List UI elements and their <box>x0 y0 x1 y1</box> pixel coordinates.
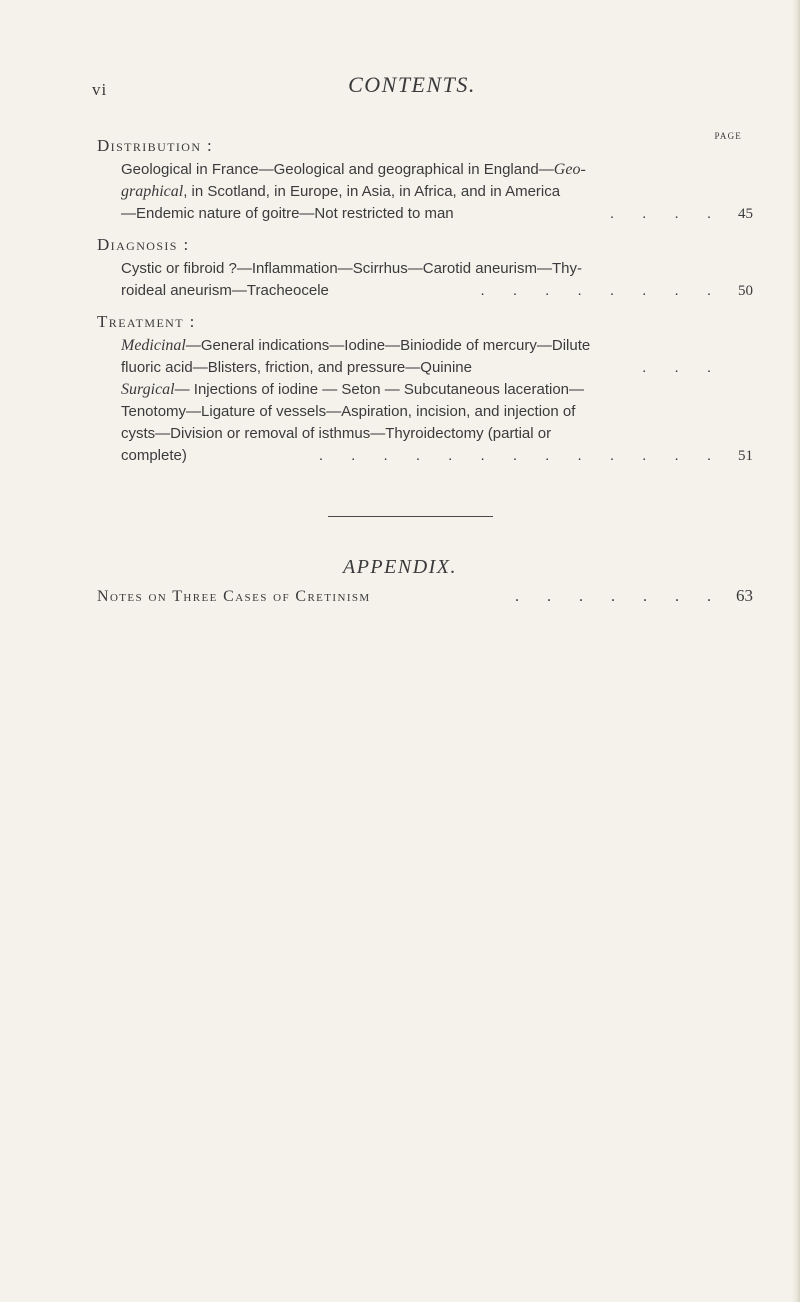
running-title: CONTENTS. <box>348 72 476 97</box>
section-entry <box>97 335 753 467</box>
dot-leaders: . . . <box>642 359 723 376</box>
page-reference: 50 <box>738 283 753 299</box>
dot-leaders: . . . . . . . . <box>480 282 723 299</box>
line-text: — Injections of iodine — Seton — Subcutaneous laceration— <box>174 381 585 398</box>
section-divider <box>328 516 493 517</box>
entry-line: Cystic or fibroid ?—Inflammation—Scirrhus—Carotid aneurism—Thy- <box>121 260 582 277</box>
line-text: —Endemic nature of goitre—Not restricted to man <box>121 205 454 222</box>
line-text: complete) <box>121 447 187 464</box>
page-number: vi <box>92 80 108 99</box>
section-heading: Distribution : <box>97 136 214 155</box>
entry-line: Tenotomy—Ligature of vessels—Aspiration, incision, and injection of <box>121 403 576 420</box>
page-column-label: PAGE <box>714 131 742 141</box>
appendix-entry <box>97 586 753 606</box>
line-italic-text: Geo- <box>553 161 586 178</box>
appendix-entry-text: Notes on Three Cases of Cretinism <box>97 588 371 605</box>
entry-line: cysts—Division or removal of isthmus—Thyroidectomy (partial or <box>121 425 552 442</box>
line-italic-text: Medicinal <box>121 337 186 354</box>
section-diagnosis <box>97 232 753 302</box>
line-text: roideal aneurism—Tracheocele <box>121 282 329 299</box>
section-entry <box>97 258 753 302</box>
line-italic-text: Surgical <box>121 381 175 398</box>
line-italic-text: graphical <box>121 183 184 200</box>
line-text: fluoric acid—Blisters, friction, and pressure—Quinine <box>121 359 472 376</box>
entry-line <box>121 280 753 302</box>
entry-line <box>121 181 753 203</box>
entry-line <box>121 159 753 181</box>
page-edge-shadow <box>792 0 800 1302</box>
dot-leaders: . . . . . . . . . . . . . <box>318 447 723 464</box>
dot-leaders: . . . . . . . <box>515 588 723 605</box>
section-heading: Diagnosis : <box>97 235 190 254</box>
line-text: , in Scotland, in Europe, in Asia, in Africa, and in America <box>183 183 561 200</box>
appendix-title: APPENDIX. <box>342 556 458 578</box>
section-treatment <box>97 309 753 467</box>
entry-line <box>121 335 753 357</box>
entry-line <box>121 379 753 401</box>
dot-leaders: . . . . <box>609 205 723 222</box>
page-header <box>92 72 732 102</box>
page-reference: 51 <box>738 448 753 464</box>
entry-line <box>121 445 753 467</box>
page-reference: 45 <box>738 206 753 222</box>
section-heading: Treatment : <box>97 312 196 331</box>
line-text: Geological in France—Geological and geographical in England— <box>121 161 554 178</box>
entry-line <box>121 357 753 379</box>
line-text: —General indications—Iodine—Biniodide of mercury—Dilute <box>185 337 591 354</box>
section-entry <box>97 159 753 225</box>
page-reference: 63 <box>736 586 753 605</box>
entry-line <box>121 203 753 225</box>
section-distribution <box>97 133 753 225</box>
